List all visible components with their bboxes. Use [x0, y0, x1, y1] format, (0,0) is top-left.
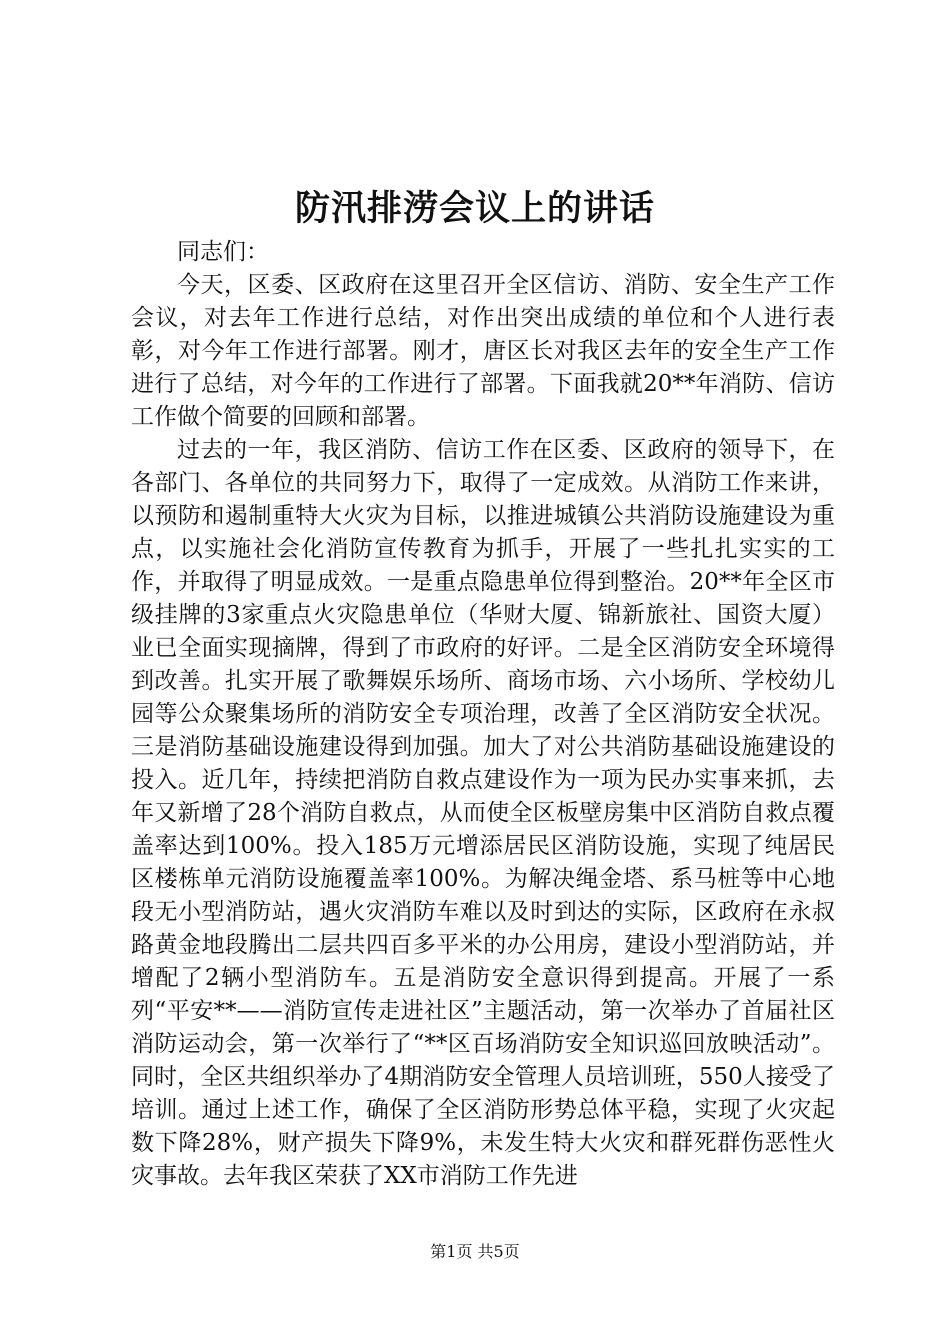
document-body: [131, 236, 835, 1193]
body-paragraph: 过去的一年，我区消防、信访工作在区委、区政府的领导下，在各部门、各单位的共同努力下，取得了一定成效。从消防工作来讲，以预防和遏制重特大火灾为目标，以推进城镇公共消防设施建设为重点，以实施社会化消防宣传教育为抓手，开展了一些扎扎实实的工作，并取得了明显成效。一是重点隐患单位得到整治。20**年全区市级挂牌的3家重点火灾隐患单位（华财大厦、锦新旅社、国资大厦）业已全面实现摘牌，得到了市政府的好评。二是全区消防安全环境得到改善。扎实开展了歌舞娱乐场所、商场市场、六小场所、学校幼儿园等公众聚集场所的消防安全专项治理，改善了全区消防安全状况。三是消防基础设施建设得到加强。加大了对公共消防基础设施建设的投入。近几年，持续把消防自救点建设作为一项为民办实事来抓，去年又新增了28个消防自救点，从而使全区板壁房集中区消防自救点覆盖率达到100%。投入185万元增添居民区消防设施，实现了纯居民区楼栋单元消防设施覆盖率100%。为解决绳金塔、系马桩等中心地段无小型消防站，遇火灾消防车难以及时到达的实际，区政府在永叔路黄金地段腾出二层共四百多平米的办公用房，建设小型消防站，并增配了2辆小型消防车。五是消防安全意识得到提高。开展了一系列“平安**——消防宣传走进社区”主题活动，第一次举办了首届社区消防运动会，第一次举行了“**区百场消防安全知识巡回放映活动”。同时，全区共组织举办了4期消防安全管理人员培训班，550人接受了培训。通过上述工作，确保了全区消防形势总体平稳，实现了火灾起数下降28%，财产损失下降9%，未发生特大火灾和群死群伤恶性火灾事故。去年我区荣获了XX市消防工作先进: [131, 437, 835, 1189]
page-footer: 第1页 共5页: [430, 1242, 520, 1261]
salutation-paragraph: 同志们：: [177, 239, 269, 265]
body-paragraph: 今天，区委、区政府在这里召开全区信访、消防、安全生产工作会议，对去年工作进行总结，对作出突出成绩的单位和个人进行表彰，对今年工作进行部署。刚才，唐区长对我区去年的安全生产工作进行了总结，对今年的工作进行了部署。下面我就20**年消防、信访工作做个简要的回顾和部署。: [131, 272, 835, 430]
document-title: 防汛排涝会议上的讲话: [294, 188, 655, 229]
